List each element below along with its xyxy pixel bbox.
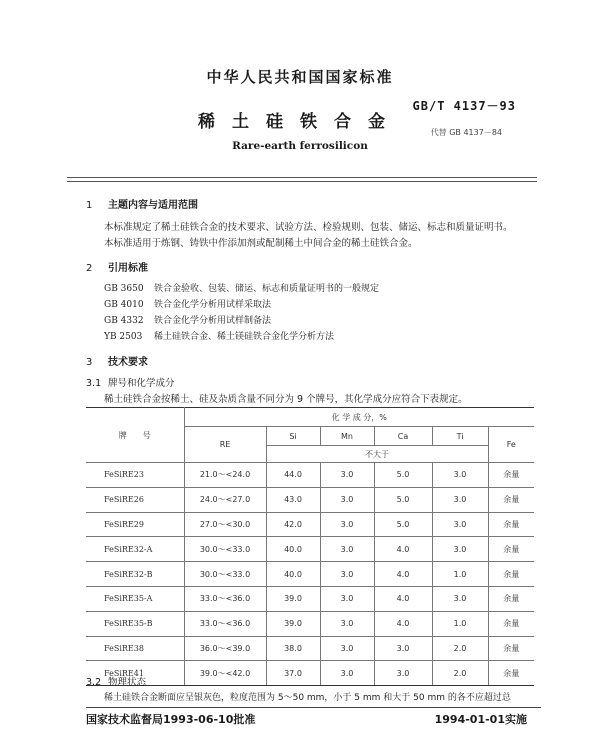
ca-cell: 4.0 [374,586,432,611]
fe-cell: 余量 [488,537,534,562]
ca-cell: 4.0 [374,611,432,636]
reference-title: 铁合金化学分析用试样制备法 [154,316,272,326]
fe-cell: 余量 [488,586,534,611]
subsection-3-1-number: 3.1 [86,378,102,389]
re-cell: 33.0～<36.0 [184,586,266,611]
ti-cell: 3.0 [432,512,488,537]
ti-cell: 3.0 [432,586,488,611]
ca-cell: 4.0 [374,537,432,562]
si-cell: 42.0 [266,512,320,537]
ca-cell: 5.0 [374,487,432,512]
re-cell: 36.0～<39.0 [184,636,266,661]
table-row [86,586,534,611]
reference-code: GB 3650 [104,284,144,294]
si-cell: 38.0 [266,636,320,661]
mn-cell: 3.0 [320,562,374,587]
re-cell: 33.0～<36.0 [184,611,266,636]
column-header-fe: Fe [488,427,534,463]
si-cell: 40.0 [266,562,320,587]
grade-cell: FeSiRE32-B [86,562,184,587]
si-cell: 40.0 [266,537,320,562]
table-row [86,487,534,512]
max-limit-label: 不大于 [266,446,488,463]
re-cell: 27.0～<30.0 [184,512,266,537]
ca-cell: 5.0 [374,512,432,537]
table-row [86,611,534,636]
section-2-title: 引用标准 [108,263,148,274]
table-row [86,636,534,661]
column-header-ti: Ti [432,427,488,446]
fe-cell: 余量 [488,487,534,512]
mn-cell: 3.0 [320,463,374,488]
section-1-heading [86,196,198,211]
section-1-paragraph: 本标准适用于炼钢、铸铁中作添加剂或配制稀土中间合金的稀土硅铁合金。 [104,238,418,249]
section-3-heading [86,353,148,368]
reference-item [104,297,271,310]
document-title-english: Rare-earth ferrosilicon [232,140,368,152]
fe-cell: 余量 [488,562,534,587]
section-3-title: 技术要求 [108,357,148,368]
standard-number: GB/T 4137－93 [412,99,516,113]
mn-cell: 3.0 [320,512,374,537]
re-cell: 39.0～<42.0 [184,661,266,686]
ti-cell: 3.0 [432,537,488,562]
mn-cell: 3.0 [320,611,374,636]
subsection-3-1-text: 稀土硅铁合金按稀土、硅及杂质含量不同分为 9 个牌号，其化学成分应符合下表规定。 [104,394,468,405]
si-cell: 39.0 [266,586,320,611]
reference-code: YB 2503 [104,332,143,342]
fe-cell: 余量 [488,661,534,686]
grade-cell: FeSiRE23 [86,463,184,488]
grade-cell: FeSiRE29 [86,512,184,537]
subsection-3-2-number: 3.2 [86,677,102,688]
header-divider-second [67,181,537,182]
subsection-3-2-title: 物理状态 [108,677,147,688]
re-cell: 21.0～<24.0 [184,463,266,488]
fe-cell: 余量 [488,463,534,488]
document-title [0,107,600,132]
reference-item [104,281,379,294]
issuing-organization: 中华人民共和国国家标准 [206,68,394,86]
ti-cell: 2.0 [432,636,488,661]
table-row [86,512,534,537]
grade-cell: FeSiRE35-A [86,586,184,611]
fe-cell: 余量 [488,611,534,636]
grade-cell: FeSiRE26 [86,487,184,512]
subsection-3-2-heading [86,674,146,688]
table-row [86,463,534,488]
si-cell: 37.0 [266,661,320,686]
ti-cell: 3.0 [432,463,488,488]
section-2-number: 2 [86,263,93,274]
effective-date: 1994-01-01实施 [434,713,527,726]
grade-cell: FeSiRE41 [86,661,184,686]
footer-divider [86,707,541,708]
section-2-heading [86,259,148,274]
grade-cell: FeSiRE35-B [86,611,184,636]
fe-cell: 余量 [488,512,534,537]
ca-cell: 3.0 [374,636,432,661]
section-3-number: 3 [86,357,93,368]
mn-cell: 3.0 [320,586,374,611]
ti-cell: 2.0 [432,661,488,686]
grade-cell: FeSiRE38 [86,636,184,661]
ti-cell: 1.0 [432,611,488,636]
approval-date: 国家技术监督局1993-06-10批准 [86,713,256,726]
section-1-title: 主题内容与适用范围 [108,200,198,211]
column-header-ca: Ca [374,427,432,446]
reference-code: GB 4010 [104,300,144,310]
si-cell: 44.0 [266,463,320,488]
table-row [86,661,534,686]
reference-code: GB 4332 [104,316,144,326]
subsection-3-2-text: 稀土硅铁合金断面应呈银灰色，粒度范围为 5～50 mm，小于 5 mm 和大于 50 mm 的各不应超过总 [104,693,511,703]
chemical-composition-table [86,407,534,686]
ti-cell: 3.0 [432,487,488,512]
mn-cell: 3.0 [320,636,374,661]
column-header-si: Si [266,427,320,446]
re-cell: 30.0～<33.0 [184,537,266,562]
ca-cell: 5.0 [374,463,432,488]
reference-title: 铁合金化学分析用试样采取法 [154,300,272,310]
header-divider [67,177,537,178]
ti-cell: 1.0 [432,562,488,587]
re-cell: 30.0～<33.0 [184,562,266,587]
reference-title: 稀土硅铁合金、稀土镁硅铁合金化学分析方法 [154,332,335,342]
fe-cell: 余量 [488,636,534,661]
mn-cell: 3.0 [320,487,374,512]
subsection-3-1-title: 牌号和化学成分 [108,378,175,389]
table-row [86,562,534,587]
grade-column-header: 牌 号 [86,408,184,463]
si-cell: 39.0 [266,611,320,636]
section-1-number: 1 [86,200,93,211]
column-header-re: RE [184,427,266,463]
reference-item [104,313,271,326]
grade-cell: FeSiRE32-A [86,537,184,562]
mn-cell: 3.0 [320,661,374,686]
reference-item [104,329,334,342]
document-title-text: 稀土硅铁合金 [198,112,402,132]
reference-title: 铁合金验收、包装、储运、标志和质量证明书的一般规定 [154,284,380,294]
subsection-3-1-heading [86,375,175,389]
section-1-paragraph: 本标准规定了稀土硅铁合金的技术要求、试验方法、检验规则、包装、储运、标志和质量证明书。 [104,222,513,233]
ca-cell: 3.0 [374,661,432,686]
mn-cell: 3.0 [320,537,374,562]
composition-group-header: 化 学 成 分，% [184,408,534,427]
ca-cell: 4.0 [374,562,432,587]
re-cell: 24.0～<27.0 [184,487,266,512]
column-header-mn: Mn [320,427,374,446]
si-cell: 43.0 [266,487,320,512]
table-row [86,537,534,562]
replaces-standard: 代替 GB 4137－84 [430,128,502,137]
